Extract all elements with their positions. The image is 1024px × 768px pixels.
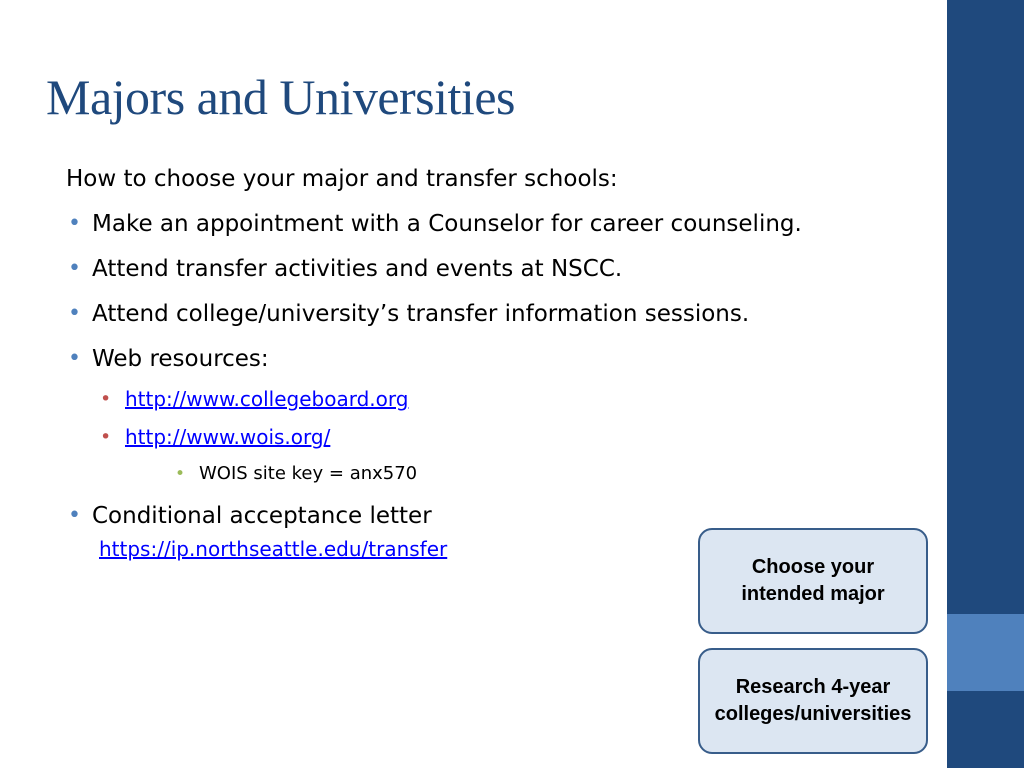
bullet-counselor xyxy=(66,209,936,239)
wois-link[interactable]: http://www.wois.org/ xyxy=(125,425,331,449)
bullet-conditional-acceptance xyxy=(66,501,936,531)
resource-item-wois xyxy=(92,424,936,486)
side-decoration-accent xyxy=(947,614,1024,691)
choose-major-box xyxy=(698,528,928,634)
bullet-text: Conditional acceptance letter xyxy=(92,503,432,529)
box-label: Choose your intended major xyxy=(741,556,885,605)
wois-note: • WOIS site key = anx570 xyxy=(125,462,936,486)
bullet-text: Attend college/university’s transfer information sessions. xyxy=(92,301,750,327)
bullet-web-resources xyxy=(66,344,936,486)
resource-item-collegeboard xyxy=(92,386,936,412)
slide-title: Majors and Universities xyxy=(46,69,515,125)
box-label: Research 4-year colleges/universities xyxy=(714,676,912,725)
bullet-text: Web resources: xyxy=(92,346,269,372)
slide-content xyxy=(66,164,936,562)
wois-sublist xyxy=(125,462,936,486)
bullet-info-sessions xyxy=(66,299,936,329)
collegeboard-link[interactable]: http://www.collegeboard.org xyxy=(125,387,409,411)
bullet-activities xyxy=(66,254,936,284)
northseattle-transfer-link[interactable]: https://ip.northseattle.edu/transfer xyxy=(99,537,448,561)
web-resources-list xyxy=(92,386,936,486)
bullet-list xyxy=(66,209,936,531)
bullet-text: Make an appointment with a Counselor for career counseling. xyxy=(92,211,802,237)
intro-text: How to choose your major and transfer schools: xyxy=(66,166,618,192)
research-colleges-box xyxy=(698,648,928,754)
bullet-text: Attend transfer activities and events at NSCC. xyxy=(92,256,623,282)
